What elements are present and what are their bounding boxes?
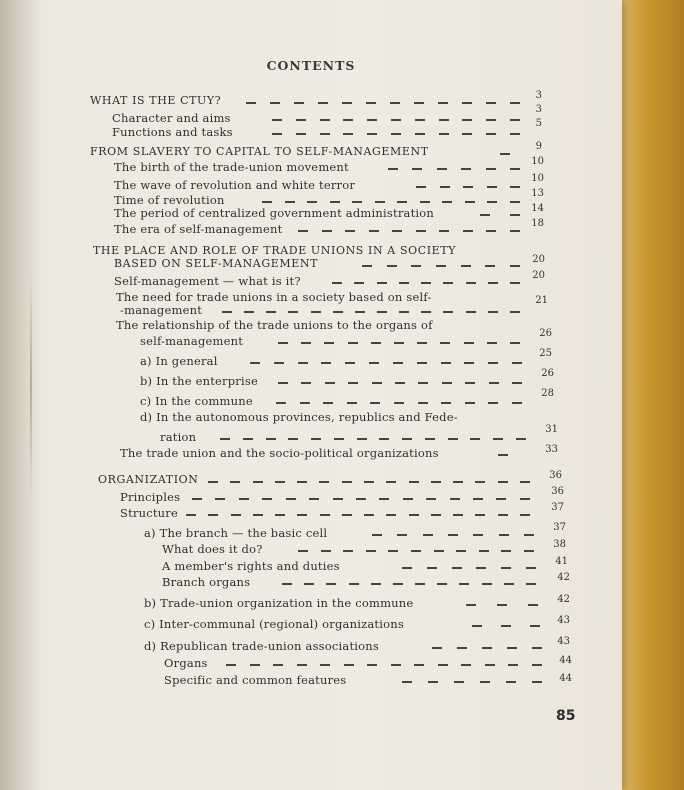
toc-entry: THE PLACE AND ROLE OF TRADE UNIONS IN A SOCIETY <box>93 244 457 257</box>
dot-leader <box>278 342 520 344</box>
toc-page-number: 37 <box>551 502 564 513</box>
toc-entry: b) In the enterprise <box>140 374 258 388</box>
dot-leader <box>220 438 526 440</box>
toc-page-number: 10 <box>531 173 544 184</box>
dot-leader <box>500 153 515 155</box>
toc-entry: Branch organs <box>162 575 251 589</box>
dot-leader <box>416 186 520 188</box>
toc-page-number: 36 <box>549 470 562 481</box>
toc-entry: -management <box>120 303 203 317</box>
dot-leader <box>272 133 520 135</box>
toc-page-number: 20 <box>532 270 545 281</box>
toc-entry: b) Trade-union organization in the commune <box>144 596 414 610</box>
toc-entry: Character and aims <box>112 111 231 125</box>
dot-leader <box>262 201 520 203</box>
toc-page-number: 28 <box>541 388 554 399</box>
toc-entry: The era of self-management <box>114 222 283 236</box>
toc-page-number: 44 <box>559 673 572 684</box>
toc-page-number: 26 <box>539 328 552 339</box>
dot-leader <box>298 230 520 232</box>
dot-leader <box>388 168 520 170</box>
toc-entry: The relationship of the trade unions to the organs of <box>116 318 433 332</box>
dot-leader <box>372 534 534 536</box>
toc-entry: The period of centralized government administration <box>114 206 434 220</box>
dot-leader <box>208 481 530 483</box>
dot-leader <box>362 265 520 267</box>
toc-page-number: 33 <box>545 444 558 455</box>
toc-entry: The birth of the trade-union movement <box>114 160 349 174</box>
toc-page-number: 26 <box>541 368 554 379</box>
toc-entry: Functions and tasks <box>112 125 233 139</box>
page-title: CONTENTS <box>266 58 356 73</box>
toc-entry: d) In the autonomous provinces, republics and Fede- <box>140 410 458 424</box>
binding-thread <box>30 270 32 500</box>
dot-leader <box>222 311 520 313</box>
dot-leader <box>226 664 542 666</box>
toc-page-number: 14 <box>531 203 544 214</box>
toc-page-number: 43 <box>557 636 570 647</box>
dot-leader <box>466 604 538 606</box>
toc-entry: self-management <box>140 334 244 348</box>
toc-page-number: 9 <box>535 141 542 152</box>
toc-entry: a) In general <box>140 354 218 368</box>
toc-page-number: 10 <box>531 156 544 167</box>
dot-leader <box>332 282 520 284</box>
toc-entry: ration <box>160 430 197 444</box>
dot-leader <box>298 550 534 552</box>
toc-entry: Structure <box>120 506 178 520</box>
toc-entry: BASED ON SELF-MANAGEMENT <box>114 257 319 270</box>
toc-entry: A member's rights and duties <box>162 559 340 573</box>
dot-leader <box>402 567 536 569</box>
toc-page-number: 25 <box>539 348 552 359</box>
toc-entry: What does it do? <box>162 542 263 556</box>
toc-page-number: 36 <box>551 486 564 497</box>
toc-page-number: 37 <box>553 522 566 533</box>
toc-page-number: 31 <box>545 424 558 435</box>
toc-page-number: 3 <box>535 104 542 115</box>
dot-leader <box>272 119 520 121</box>
toc-page-number: 41 <box>555 556 568 567</box>
toc-page-number: 21 <box>535 295 548 306</box>
toc-entry: FROM SLAVERY TO CAPITAL TO SELF-MANAGEMENT <box>90 145 429 158</box>
toc-page-number: 3 <box>535 90 542 101</box>
toc-entry: Organs <box>164 656 208 670</box>
toc-entry: Time of revolution <box>114 193 225 207</box>
toc-entry: d) Republican trade-union associations <box>144 639 380 653</box>
toc-entry: c) Inter-communal (regional) organizations <box>144 617 404 631</box>
toc-entry: The need for trade unions in a society based on self- <box>116 290 432 304</box>
toc-page-number: 13 <box>531 188 544 199</box>
toc-page-number: 5 <box>535 118 542 129</box>
toc-entry: Specific and common features <box>164 673 347 687</box>
dot-leader <box>432 647 542 649</box>
dot-leader <box>472 625 540 627</box>
dot-leader <box>192 498 530 500</box>
dot-leader <box>402 681 542 683</box>
toc-entry: The wave of revolution and white terror <box>114 178 356 192</box>
toc-entry: ORGANIZATION <box>98 473 199 486</box>
toc-page-number: 42 <box>557 572 570 583</box>
gutter-shadow <box>0 0 40 790</box>
dot-leader <box>278 382 522 384</box>
toc-entry: c) In the commune <box>140 394 253 408</box>
toc-page-number: 44 <box>559 655 572 666</box>
dot-leader <box>276 402 522 404</box>
toc-page-number: 38 <box>553 539 566 550</box>
toc-entry: WHAT IS THE CTUY? <box>90 94 222 107</box>
toc-entry: The trade union and the socio-political organizations <box>120 446 439 460</box>
toc-entry: Self-management — what is it? <box>114 274 301 288</box>
page-number: 85 <box>556 708 576 724</box>
dot-leader <box>250 362 522 364</box>
toc-page-number: 18 <box>531 218 544 229</box>
dot-leader <box>480 214 520 216</box>
toc-entry: Principles <box>120 490 181 504</box>
toc-page-number: 42 <box>557 594 570 605</box>
toc-page-number: 43 <box>557 615 570 626</box>
toc-entry: a) The branch — the basic cell <box>144 526 328 540</box>
dot-leader <box>246 102 520 104</box>
dot-leader <box>282 583 536 585</box>
dot-leader <box>498 454 528 456</box>
dot-leader <box>186 514 530 516</box>
toc-page-number: 20 <box>532 254 545 265</box>
